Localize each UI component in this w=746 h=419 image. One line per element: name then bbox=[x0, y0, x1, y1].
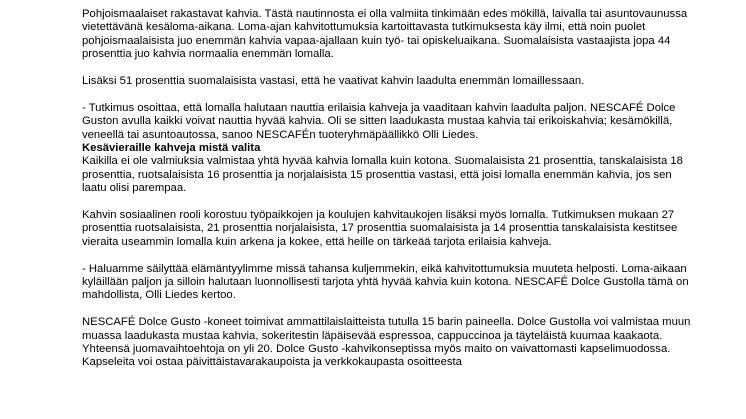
section-paragraph-2: Kahvin sosiaalinen rooli korostuu työpaikkojen ja koulujen kahvitaukojen lisäksi myös lomalla. Tutkimuksen mukaan 27 prosenttia ruotsalaisista, 21 prosenttia norjalaisista, 17 prosenttia suomalaisista ja 14 prosenttia tanskalaisista kestitsee vieraita useammin lomalla kuin arkena ja kokee, että heille on tärkeää tarjota erilaisia kahveja. bbox=[82, 209, 678, 248]
section-paragraph-4: NESCAFÉ Dolce Gusto -koneet toimivat ammattilaislaitteista tutulla 15 barin paineella. Dolce Gustolla voi valmistaa muun muassa laadukasta mustaa kahvia, sokeritestin läpäisevää espressoa, cappuccinoa ja täyteläistä kuumaa kaakaota. Yhteensä juomavaihtoehtoja on yli 20. Dolce Gusto -kahvikonseptissa myös maito on vaivattomasti kapselimuodossa. Kapseleita voi ostaa päivittäistavarakaupoista ja verkkokaupasta osoitteesta bbox=[82, 316, 691, 369]
section-heading: Kesävieraille kahveja mistä valita bbox=[82, 142, 261, 155]
quote-paragraph: - Tutkimus osoittaa, että lomalla halutaan nauttia erilaisia kahveja ja vaaditaan kahvin laadulta paljon. NESCAFÉ Dolce Guston avulla kaikki voivat nauttia hyvää kahvia. Oli se sitten laadukasta mustaa kahvia tai erikoiskahvia; kesämökillä, veneellä tai asuntoautossa, sanoo NESCAFÉn tuoteryhmäpäällikkö Olli Liedes. bbox=[82, 101, 676, 141]
document-page bbox=[82, 8, 692, 383]
section-paragraph-3: - Haluamme säilyttää elämäntyylimme missä tahansa kuljemmekin, eikä kahvitottumuksia muuteta helposti. Loma-aikaan kyläillään paljon ja silloin halutaan luonnollisesti tarjota yhtä hyvää kahvia kuin kotona. NESCAFÉ Dolce Gustolla tämä on mahdollista, Olli Liedes kertoo. bbox=[82, 262, 689, 302]
intro-paragraph: Pohjoismaalaiset rakastavat kahvia. Tästä nautinnosta ei olla valmiita tinkimään edes mökillä, laivalla tai asuntovaunussa vietettävänä kesäloma-aikana. Loma-ajan kahvitottumuksia kartoittavasta tutkimuksesta käy ilmi, että noin puolet pohjoismaalaisista juo enemmän kahvia vapaa-ajallaan kuin työ- tai opiskeluaikana. Suomalaisista vastaajista jopa 44 prosenttia juo kahvia normaalia enemmän lomalla. bbox=[82, 8, 688, 61]
survey-paragraph: Lisäksi 51 prosenttia suomalaisista vastasi, että he vaativat kahvin laadulta enemmän lomaillessaan. bbox=[82, 75, 585, 88]
section-paragraph-1: Kaikilla ei ole valmiuksia valmistaa yhtä hyvää kahvia lomalla kuin kotona. Suomalaisista 21 prosenttia, tanskalaisista 18 prosenttia, ruotsalaisista 16 prosenttia ja norjalaisista 15 prosenttia vastasi, että joisi lomalla enemmän kahvia, jos sen laatu olisi parempaa. bbox=[82, 155, 683, 195]
